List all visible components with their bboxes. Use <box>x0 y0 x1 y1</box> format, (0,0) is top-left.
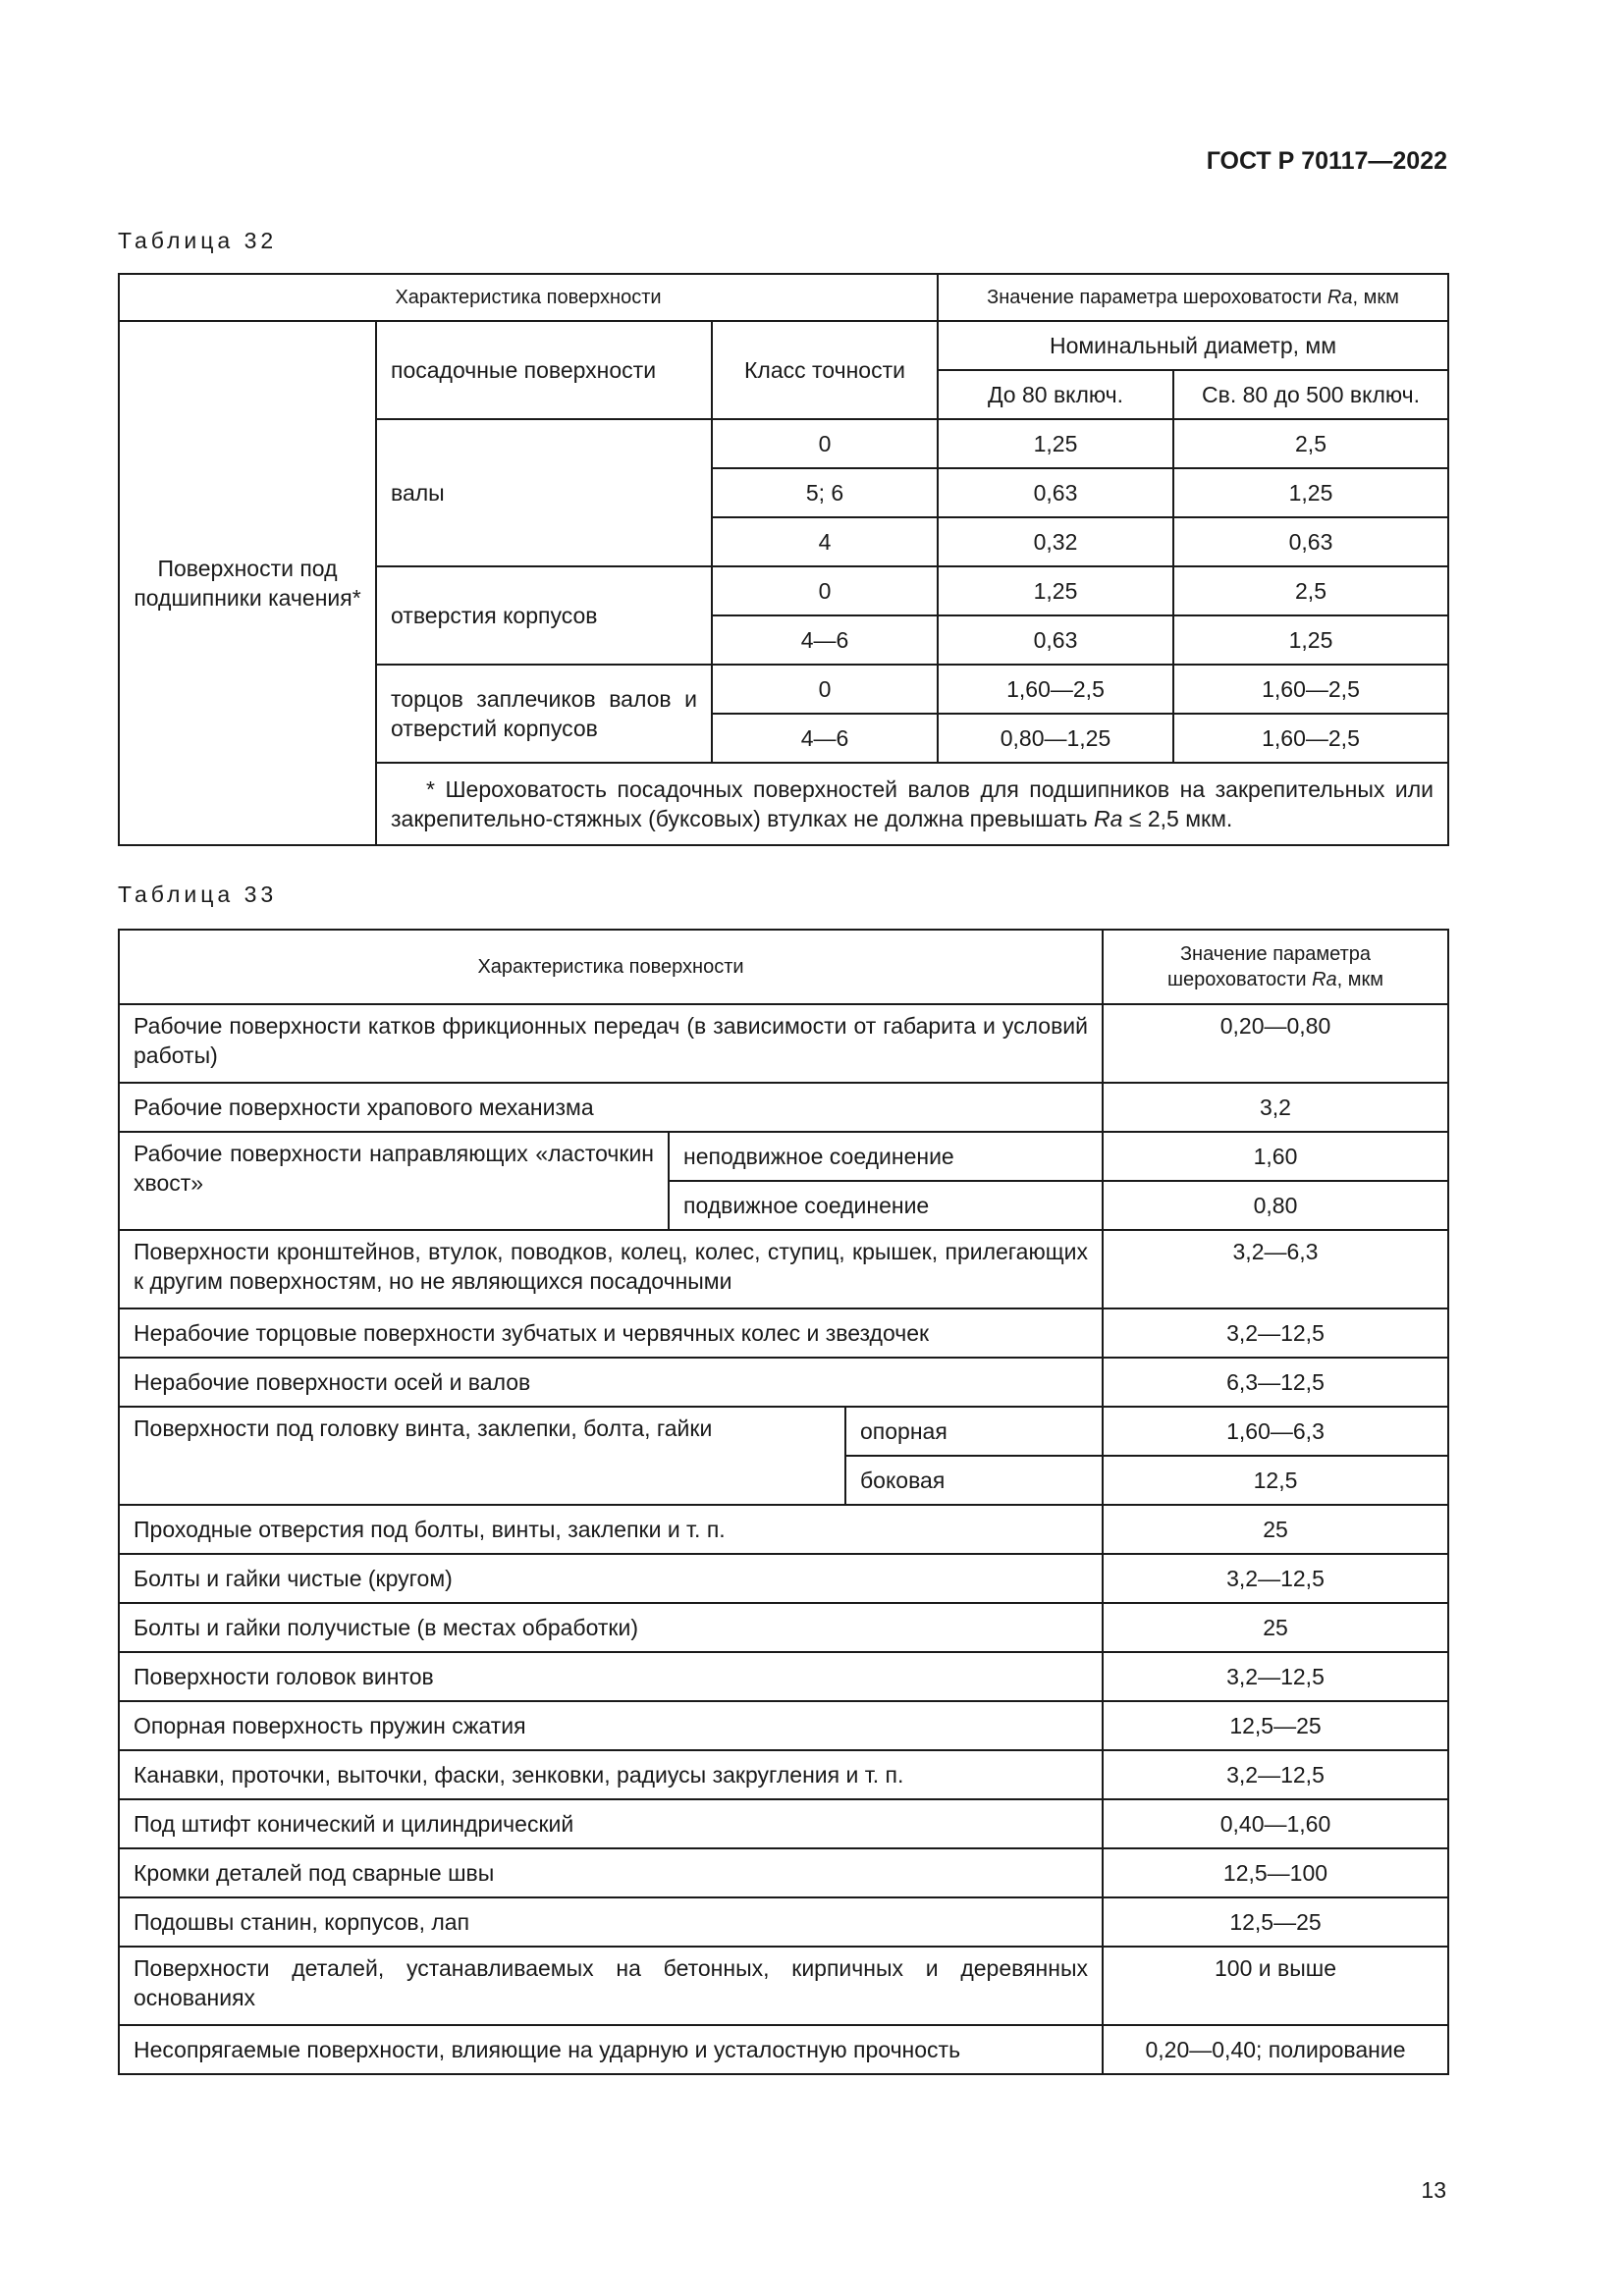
t33-row-value: 12,5—25 <box>1103 1701 1448 1750</box>
t32-cell: 0 <box>712 419 938 468</box>
t33-row-value: 3,2—12,5 <box>1103 1308 1448 1358</box>
t33-row-sublabel: подвижное соединение <box>669 1181 1103 1230</box>
t32-cell: 0,80—1,25 <box>938 714 1173 763</box>
t32-group-label: Поверхности под подшипники качения* <box>119 321 376 845</box>
document-id: ГОСТ Р 70117—2022 <box>1206 147 1447 175</box>
t32-cell: 2,5 <box>1173 566 1448 615</box>
t33-row-label: Поверхности головок винтов <box>119 1652 1103 1701</box>
t32-cell: 0 <box>712 566 938 615</box>
t33-row-label: Болты и гайки чистые (кругом) <box>119 1554 1103 1603</box>
t32-cell: 2,5 <box>1173 419 1448 468</box>
t33-row-value: 1,60—6,3 <box>1103 1407 1448 1456</box>
t33-row-label: Рабочие поверхности катков фрикционных передач (в зависимости от габарита и условий работы) <box>119 1004 1103 1083</box>
table-32-caption: Таблица 32 <box>118 228 278 253</box>
t33-row-label: Болты и гайки получистые (в местах обработки) <box>119 1603 1103 1652</box>
t33-row-value: 25 <box>1103 1603 1448 1652</box>
t32-cell: 4—6 <box>712 615 938 665</box>
t33-row-value: 100 и выше <box>1103 1947 1448 2025</box>
t33-row-sublabel: боковая <box>845 1456 1103 1505</box>
t33-row-label: Несопрягаемые поверхности, влияющие на ударную и усталостную прочность <box>119 2025 1103 2074</box>
t33-row-value: 25 <box>1103 1505 1448 1554</box>
t32-accuracy-class: Класс точности <box>712 321 938 419</box>
t33-row-label: Поверхности деталей, устанавливаемых на бетонных, кирпичных и деревянных основаниях <box>119 1947 1103 2025</box>
page-number: 13 <box>1421 2177 1446 2203</box>
table-33 <box>118 929 1449 2075</box>
t33-row-label: Канавки, проточки, выточки, фаски, зенковки, радиусы закругления и т. п. <box>119 1750 1103 1799</box>
t32-cell: 1,25 <box>938 419 1173 468</box>
t33-header-value: Значение параметра шероховатости Ra, мкм <box>1103 930 1448 1004</box>
t32-diam-80-500: Св. 80 до 500 включ. <box>1173 370 1448 419</box>
t32-cell: 1,25 <box>938 566 1173 615</box>
t33-row-label: Под штифт конический и цилиндрический <box>119 1799 1103 1848</box>
t33-row-label: Нерабочие торцовые поверхности зубчатых и червячных колес и звездочек <box>119 1308 1103 1358</box>
t33-row-value: 0,20—0,40; полирование <box>1103 2025 1448 2074</box>
t32-faces-label: торцов заплечиков валов и отверстий корпусов <box>376 665 712 763</box>
t33-row-value: 3,2—12,5 <box>1103 1554 1448 1603</box>
t33-row-value: 6,3—12,5 <box>1103 1358 1448 1407</box>
t32-shafts-label: валы <box>376 419 712 566</box>
t32-cell: 4—6 <box>712 714 938 763</box>
t33-row-label: Опорная поверхность пружин сжатия <box>119 1701 1103 1750</box>
t33-row-label: Подошвы станин, корпусов, лап <box>119 1897 1103 1947</box>
t33-row-label: Поверхности под головку винта, заклепки, болта, гайки <box>119 1407 845 1505</box>
t32-cell: 0,63 <box>938 468 1173 517</box>
t33-row-value: 12,5 <box>1103 1456 1448 1505</box>
t32-cell: 0,32 <box>938 517 1173 566</box>
t32-header-characteristic: Характеристика поверхности <box>119 274 938 321</box>
t33-row-value: 12,5—25 <box>1103 1897 1448 1947</box>
t32-cell: 1,60—2,5 <box>938 665 1173 714</box>
t32-cell: 1,25 <box>1173 615 1448 665</box>
t33-row-value: 1,60 <box>1103 1132 1448 1181</box>
t33-row-value: 3,2—12,5 <box>1103 1750 1448 1799</box>
t32-header-value: Значение параметра шероховатости Ra, мкм <box>938 274 1448 321</box>
t33-row-label: Рабочие поверхности храпового механизма <box>119 1083 1103 1132</box>
t33-row-sublabel: неподвижное соединение <box>669 1132 1103 1181</box>
t33-row-value: 0,20—0,80 <box>1103 1004 1448 1083</box>
t33-row-label: Рабочие поверхности направляющих «ласточкин хвост» <box>119 1132 669 1230</box>
t33-row-value: 3,2—12,5 <box>1103 1652 1448 1701</box>
t33-row-value: 0,40—1,60 <box>1103 1799 1448 1848</box>
t33-row-value: 0,80 <box>1103 1181 1448 1230</box>
t32-cell: 5; 6 <box>712 468 938 517</box>
t33-header-characteristic: Характеристика поверхности <box>119 930 1103 1004</box>
t32-cell: 1,60—2,5 <box>1173 665 1448 714</box>
t32-cell: 1,60—2,5 <box>1173 714 1448 763</box>
t32-holes-label: отверстия корпусов <box>376 566 712 665</box>
t33-row-value: 3,2—6,3 <box>1103 1230 1448 1308</box>
t32-cell: 1,25 <box>1173 468 1448 517</box>
t32-seat-surfaces: посадочные поверхности <box>376 321 712 419</box>
t33-row-value: 12,5—100 <box>1103 1848 1448 1897</box>
t33-row-label: Кромки деталей под сварные швы <box>119 1848 1103 1897</box>
t32-footnote: * Шероховатость посадочных поверхностей валов для подшипников на закрепительных или закрепительно-стяжных (буксовых) втулках не должна превышать Ra ≤ 2,5 мкм. <box>376 763 1448 845</box>
table-33-caption: Таблица 33 <box>118 881 278 907</box>
t32-cell: 0,63 <box>938 615 1173 665</box>
t33-row-value: 3,2 <box>1103 1083 1448 1132</box>
t32-cell: 0 <box>712 665 938 714</box>
t33-row-label: Проходные отверстия под болты, винты, заклепки и т. п. <box>119 1505 1103 1554</box>
t32-cell: 4 <box>712 517 938 566</box>
table-32 <box>118 273 1449 846</box>
t32-nominal-diameter: Номинальный диаметр, мм <box>938 321 1448 370</box>
t32-cell: 0,63 <box>1173 517 1448 566</box>
t33-row-label: Поверхности кронштейнов, втулок, поводков, колец, колес, ступиц, крышек, прилегающих к другим поверхностям, но не являющихся посадочными <box>119 1230 1103 1308</box>
t32-diam-to-80: До 80 включ. <box>938 370 1173 419</box>
t33-row-label: Нерабочие поверхности осей и валов <box>119 1358 1103 1407</box>
t33-row-sublabel: опорная <box>845 1407 1103 1456</box>
